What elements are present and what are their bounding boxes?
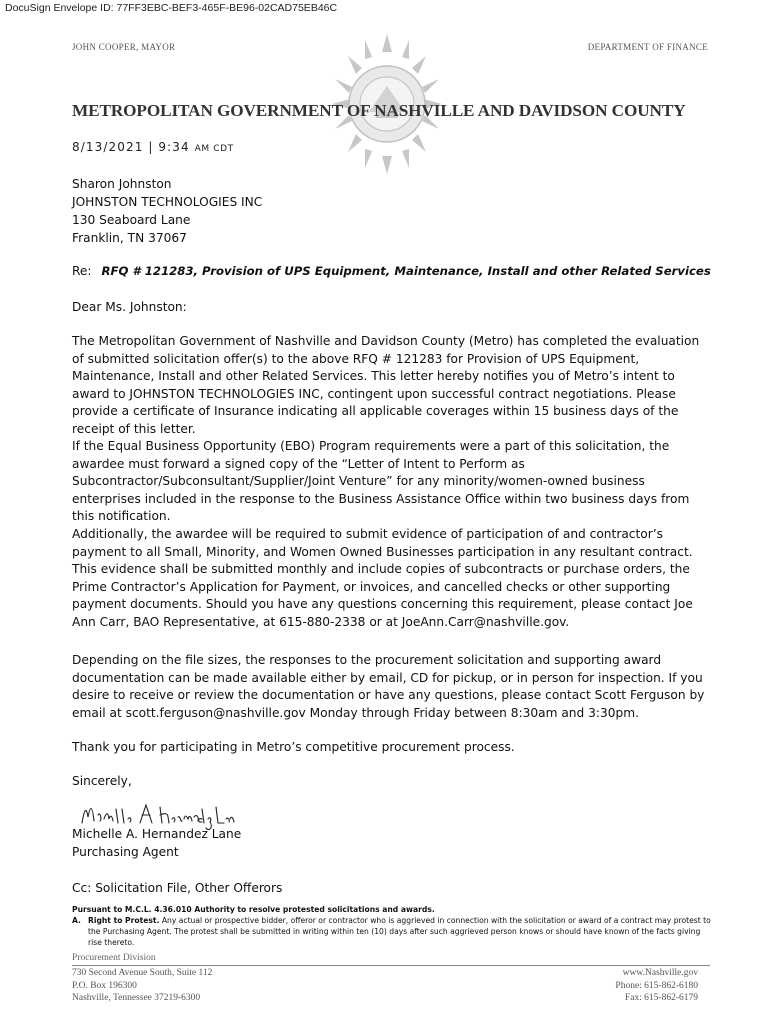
- notice-item-title: Right to Protest.: [88, 916, 160, 925]
- recipient-address: [72, 175, 262, 247]
- letter-date: [72, 140, 234, 154]
- subject-line: [72, 264, 711, 278]
- footer-website: www.Nashville.gov: [622, 968, 698, 978]
- mayor-name: JOHN COOPER, MAYOR: [72, 42, 176, 52]
- notice-item-text: Any actual or prospective bidder, offeror or contractor who is aggrieved in connection with the solicitation or award of a contract may protest to the Purchasing Agent. The protest shall be submitted in writing within ten (10) days after such aggrieved person knows or should have known of the facts giving rise thereto.: [88, 916, 711, 947]
- footer-fax: Fax: 615-862-6179: [624, 993, 698, 1003]
- protest-notice: [72, 904, 712, 948]
- signer-block: [72, 826, 712, 861]
- notice-heading: Pursuant to M.C.L. 4.36.010 Authority to resolve protested solicitations and awards.: [72, 905, 435, 914]
- signer-title: Purchasing Agent: [72, 844, 179, 859]
- cc-line: Cc: Solicitation File, Other Offerors: [72, 881, 283, 895]
- date-value: 8/13/2021 | 9:34: [72, 140, 190, 154]
- body-paragraph: The Metropolitan Government of Nashville and Davidson County (Metro) has completed the evaluation of submitted solicitation offer(s) to the above RFQ # 121283 for Provision of UPS Equipment, Maintenance, Install and other Related Services. This letter hereby notifies you of Metro’s intent to award to JOHNSTON TECHNOLOGIES INC, contingent upon successful contract negotiations. Please provide a certificate of Insurance indicating all applicable coverages within 15 business days of the receipt of this letter.: [72, 334, 700, 436]
- body-paragraph: Additionally, the awardee will be required to submit evidence of participation of and contractor’s payment to all Small, Minority, and Women Owned Businesses participation in any resultant contract. This evidence shall be submitted monthly and include copies of subcontracts or purchase orders, the Prime Contractor’s Application for Payment, or invoices, and cancelled checks or other supporting payment documents. Should you have any questions concerning this requirement, please contact Joe Ann Carr, BAO Representative, at 615-880-2338 or at JoeAnn.Carr@nashville.gov.: [72, 527, 693, 629]
- body-paragraph: Depending on the file sizes, the responses to the procurement solicitation and supporting award documentation can be made available either by email, CD for pickup, or in person for inspection. If you desire to receive or review the documentation or have any questions, please contact Scott Ferguson by email at scott.ferguson@nashville.gov Monday through Friday between 8:30am and 3:30pm.: [72, 653, 705, 720]
- footer-division: Procurement Division: [72, 953, 156, 963]
- docusign-envelope-id: DocuSign Envelope ID: 77FF3EBC-BEF3-465F-BE96-02CAD75EB46C: [5, 2, 338, 14]
- salutation: Dear Ms. Johnston:: [72, 300, 187, 314]
- government-title: METROPOLITAN GOVERNMENT OF NASHVILLE AND DAVIDSON COUNTY: [72, 101, 686, 120]
- footer-address-line: P.O. Box 196300: [72, 980, 137, 991]
- closing: Sincerely,: [72, 774, 132, 788]
- recipient-name: Sharon Johnston: [72, 177, 172, 191]
- footer-phone: Phone: 615-862-6180: [615, 980, 698, 991]
- notice-item-body: [88, 915, 712, 948]
- recipient-street: 130 Seaboard Lane: [72, 213, 191, 227]
- footer-divider: [72, 965, 710, 966]
- recipient-company: JOHNSTON TECHNOLOGIES INC: [72, 195, 263, 209]
- footer-contact: [615, 967, 698, 1005]
- body-paragraph: If the Equal Business Opportunity (EBO) Program requirements were a part of this solicitation, the awardee must forward a signed copy of the “Letter of Intent to Perform as Subcontractor/Subconsultant/Supplier/Joint Venture” for any minority/women-owned business enterprises included in the response to the Business Assistance Office within two business days from this notification.: [72, 439, 690, 524]
- footer-address: [72, 967, 212, 1005]
- recipient-city: Franklin, TN 37067: [72, 231, 187, 245]
- notice-item: [72, 915, 712, 948]
- re-subject: RFQ # 121283, Provision of UPS Equipment, Maintenance, Install and other Related Services: [101, 264, 711, 278]
- time-suffix: AM CDT: [194, 144, 234, 154]
- footer-address-line: Nashville, Tennessee 37219-6300: [72, 993, 201, 1003]
- signer-name: Michelle A. Hernandez Lane: [72, 827, 242, 841]
- footer-address-line: 730 Second Avenue South, Suite 112: [72, 968, 213, 978]
- department-name: DEPARTMENT OF FINANCE: [587, 42, 708, 52]
- notice-item-label: A.: [72, 916, 81, 925]
- body-paragraph: Thank you for participating in Metro’s competitive procurement process.: [72, 740, 515, 754]
- re-label: Re:: [72, 264, 92, 278]
